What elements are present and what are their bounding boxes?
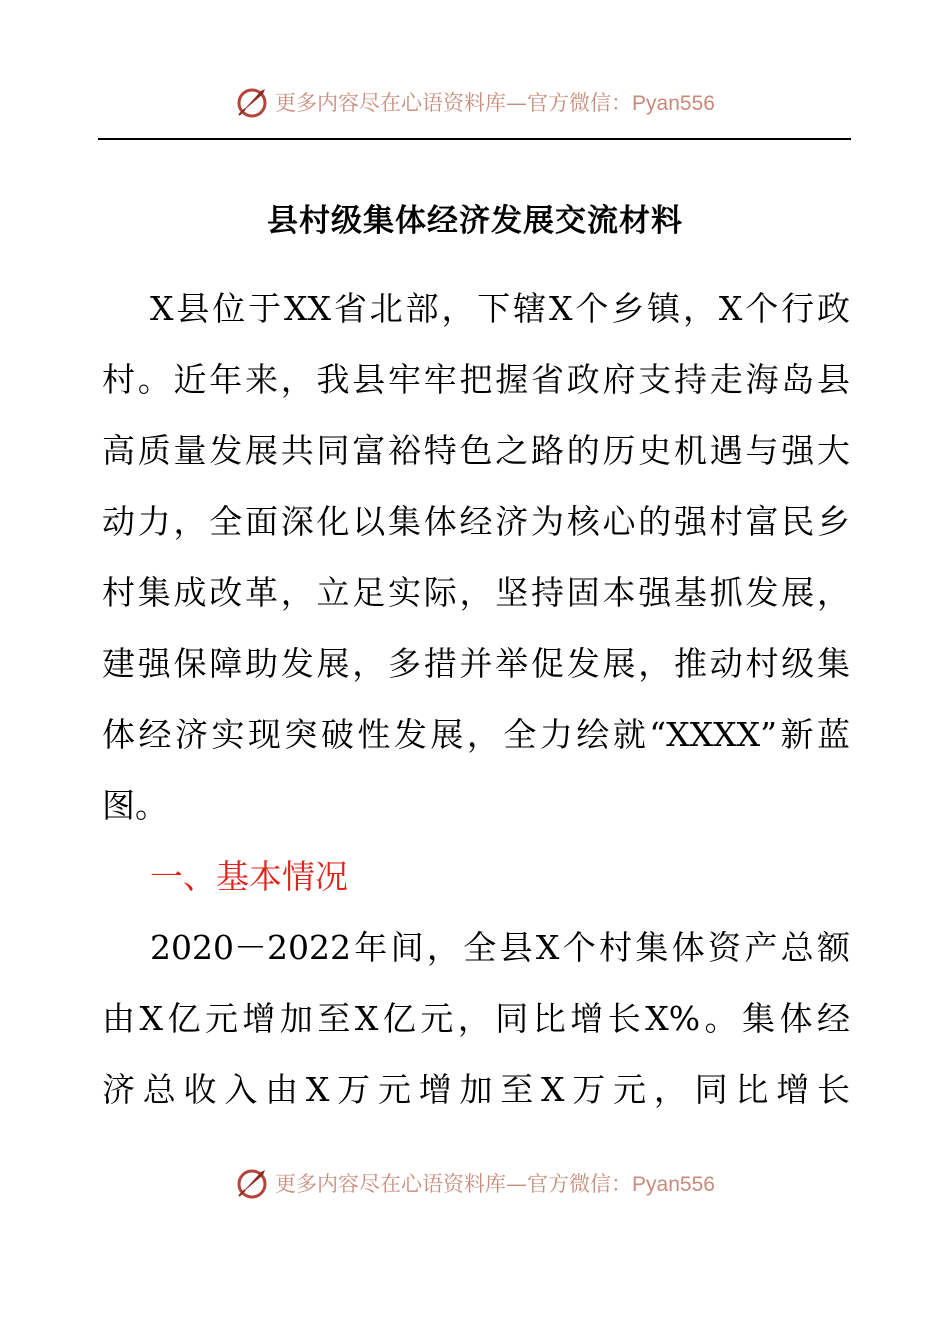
paragraph-line: 2020－2022年间，全县X个村集体资产总额 — [150, 928, 850, 967]
paragraph-1 — [102, 273, 850, 1125]
document-title: 县村级集体经济发展交流材料 — [267, 203, 683, 239]
quill-logo-icon — [235, 1166, 269, 1200]
paragraph-line: 动力，全面深化以集体经济为核心的强村富民乡 — [102, 502, 850, 541]
watermark-text: 更多内容尽在心语资料库—官方微信：Pyan556 — [275, 91, 715, 115]
paragraph-line: 图。 — [102, 786, 168, 825]
header-rule — [98, 138, 851, 140]
paragraph-line: 建强保障助发展，多措并举促发展，推动村级集 — [102, 644, 850, 683]
paragraph-line: 济总收入由X万元增加至X万元，同比增长 — [102, 1070, 850, 1109]
wechat-id: Pyan556 — [632, 92, 715, 115]
paragraph-line: X县位于XX省北部，下辖X个乡镇，X个行政 — [150, 289, 850, 328]
paragraph-line: 由X亿元增加至X亿元，同比增长X%。集体经 — [102, 999, 850, 1038]
wechat-id: Pyan556 — [632, 1173, 715, 1196]
paragraph-line: 体经济实现突破性发展，全力绘就“XXXX”新蓝 — [102, 715, 850, 754]
footer-watermark — [0, 1158, 950, 1208]
watermark-text: 更多内容尽在心语资料库—官方微信：Pyan556 — [275, 1172, 715, 1196]
header-watermark — [0, 77, 950, 127]
paragraph-line: 高质量发展共同富裕特色之路的历史机遇与强大 — [102, 431, 850, 470]
quill-logo-icon — [235, 85, 269, 119]
paragraph-line: 村。近年来，我县牢牢把握省政府支持走海岛县 — [102, 360, 850, 399]
section-heading: 一、基本情况 — [150, 857, 348, 896]
paragraph-line: 村集成改革，立足实际，坚持固本强基抓发展， — [102, 573, 850, 612]
